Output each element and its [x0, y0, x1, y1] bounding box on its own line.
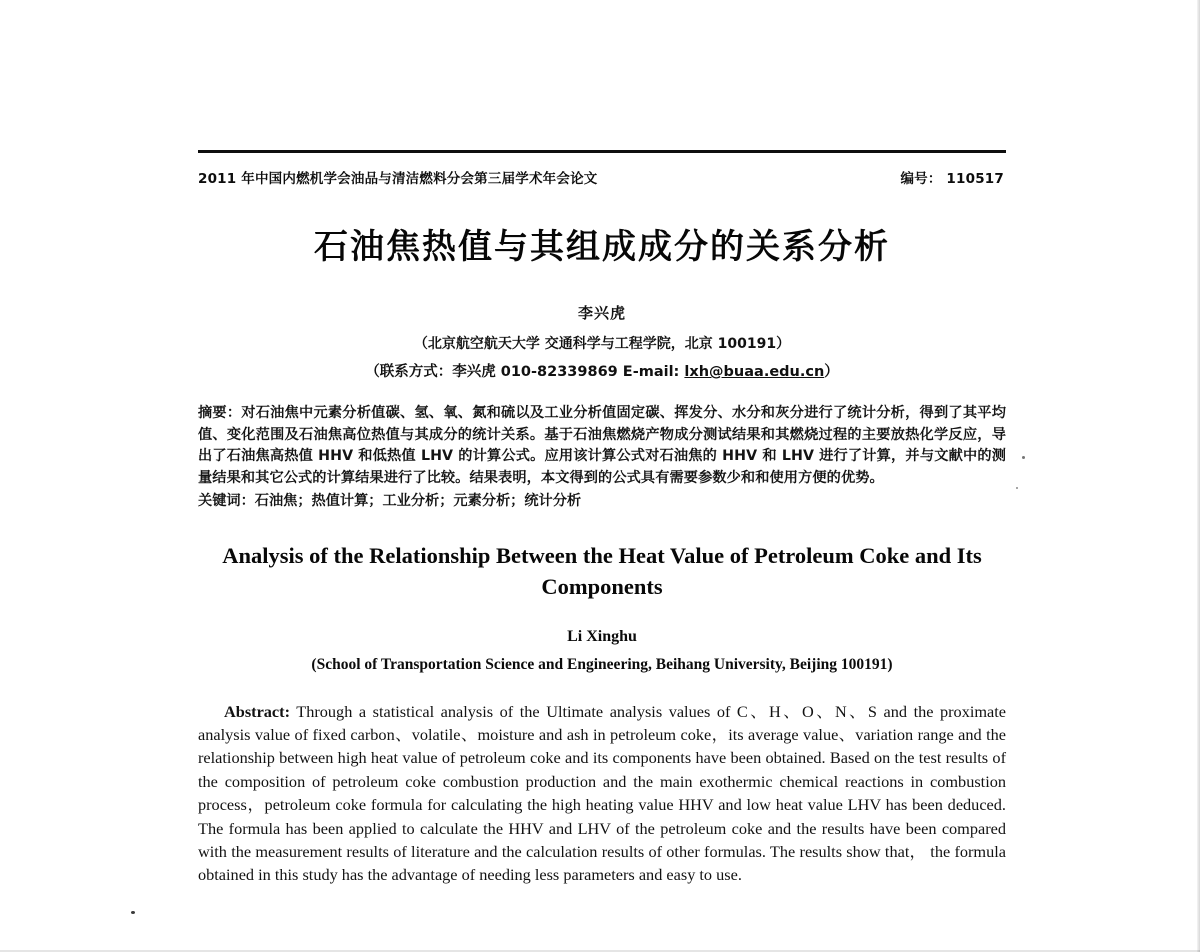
scan-speck: [1022, 456, 1025, 459]
contact-line-chinese: [198, 360, 1006, 381]
author-chinese: 李兴虎: [577, 304, 626, 322]
abstract-indent: [198, 702, 224, 721]
contact-prefix: （联系方式：李兴虎 010-82339869 E-mail:: [365, 364, 685, 380]
running-head: [198, 167, 1006, 187]
abstract-label-chinese: 摘要：: [198, 405, 242, 421]
abstract-chinese: [198, 403, 1006, 489]
page-title-english: Analysis of the Relationship Between the Heat Value of Petroleum Coke and Its Components: [222, 542, 982, 599]
contact-suffix: ）: [824, 364, 839, 380]
paper-number: 编号： 110517: [900, 171, 1004, 187]
abstract-english: [198, 700, 1006, 887]
keywords-body-chinese: 石油焦；热值计算；工业分析；元素分析；统计分析: [254, 493, 582, 509]
affiliation-chinese: （北京航空航天大学 交通科学与工程学院，北京 100191）: [413, 336, 791, 352]
abstract-label-english: Abstract:: [224, 701, 291, 721]
page-content: [198, 150, 1006, 887]
author-english: Li Xinghu: [567, 627, 637, 645]
keywords-label-chinese: 关键词：: [198, 493, 255, 509]
header-rule: [198, 150, 1006, 153]
scan-speck: [1016, 487, 1018, 489]
abstract-body-english: Through a statistical analysis of the Ultimate analysis values of C、H、O、N、S and the proximate analysis value of fixed carbon、volatile、moisture and ash in petroleum coke，its average value、variation range and the relationship between high heat value of petroleum coke and its components have been obtained. Based on the test results of the composition of petroleum coke combustion production and the main exothermic chemical reactions in combustion process，petroleum coke formula for calculating the high heating value HHV and low heat value LHV has been deduced. The formula has been applied to calculate the HHV and LHV of the petroleum coke and the results have been compared with the measurement results of literature and the calculation results of other formulas. The results show that， the formula obtained in this study has the advantage of needing less parameters and easy to use.: [198, 701, 1006, 885]
abstract-body-chinese: 对石油焦中元素分析值碳、氢、氧、氮和硫以及工业分析值固定碳、挥发分、水分和灰分进行了统计分析，得到了其平均值、变化范围及石油焦高位热值与其成分的统计关系。基于石油焦燃烧产物成分测试结果和其燃烧过程的主要放热化学反应，导出了石油焦高热值 HHV 和低热值 LHV 的计算公式。应用该计算公式对石油焦的 HHV 和 LHV 进行了计算，并与文献中的测量结果和其它公式的计算结果进行了比较。结果表明，本文得到的公式具有需要参数少和和使用方便的优势。: [198, 405, 1006, 486]
scan-speck: [131, 911, 135, 914]
affiliation-english: (School of Transportation Science and Engineering, Beihang University, Beijing 100191): [311, 655, 893, 673]
page-title-chinese: 石油焦热值与其组成成分的关系分析: [314, 227, 890, 267]
author-email-link[interactable]: lxh@buaa.edu.cn: [684, 364, 825, 380]
keywords-chinese: [198, 491, 1006, 513]
conference-line: 2011 年中国内燃机学会油品与清洁燃料分会第三届学术年会论文: [198, 171, 598, 187]
